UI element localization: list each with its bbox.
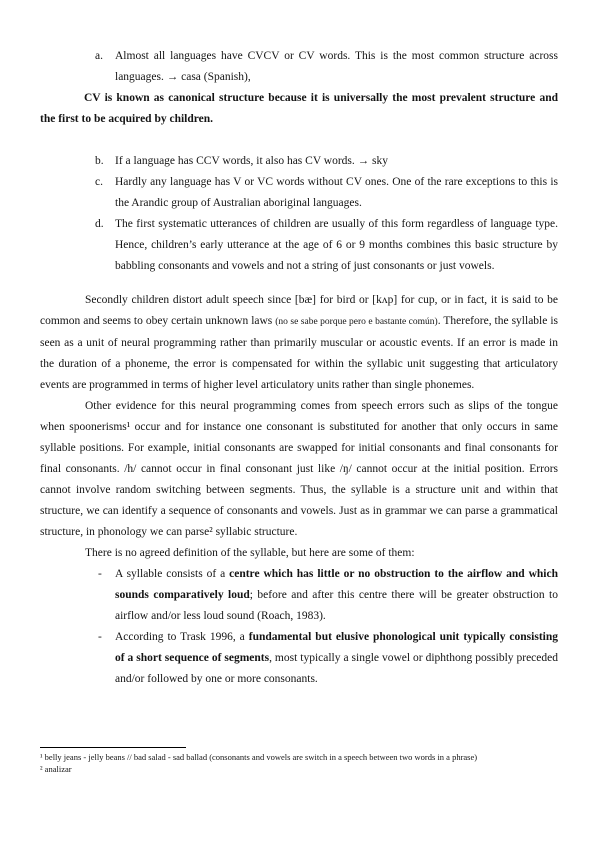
definition-text-trask: According to Trask 1996, a fundamental but elusive phonological unit typically consisting of a short sequence of segments, most typically a single vowel or diphthong possibly preceded and/or followed by one or more consonants. [115,631,558,685]
paragraph-other-evidence: Other evidence for this neural programming comes from speech errors such as slips of the tongue when spoonerisms¹ occur and for instance one consonant is substituted for another that only occurs in same syllable positions. For example, initial consonants are swapped for initial consonants and final consonants for final consonants. /h/ cannot occur in final consonant just like /ŋ/ cannot occur at the initial position. Errors cannot involve random switching between segments. Thus, the syllable is a structure unit and within that structure, we can identify a sequence of consonants and vowels. Just as in grammar we can parse a grammatical structure, in phonology we can parse² syllabic structure. [40,400,558,538]
dash-marker-1: - [98,568,102,580]
canonical-structure-note: CV is known as canonical structure because it is universally the most prevalent structure and the first to be acquired by children. [40,92,558,125]
list-item-b [95,151,558,172]
paragraph-definitions-intro: There is no agreed definition of the syllable, but here are some of them: [85,547,415,559]
list-text-d: The first systematic utterances of children are usually of this form regardless of language type. Hence, children’s early utterance at the age of 6 or 9 months combines this basic structure by babbling consonants and vowels and not a string of just consonants or just vowels. [115,218,558,272]
definition-text-roach: A syllable consists of a centre which has little or no obstruction to the airflow and which sounds comparatively loud; before and after this centre there will be greater obstruction to airflow and/or less loud sound (Roach, 1983). [115,568,558,622]
definition-item-trask [98,627,558,690]
list-text-b: If a language has CCV words, it also has CV words. → sky [115,155,388,167]
list-item-d [95,214,558,277]
list-marker-c: c. [95,176,103,188]
footnote-1: ¹ belly jeans - jelly beans // bad salad - sad ballad (consonants and vowels are switch in a speech between two words in a phrase) [40,752,478,762]
list-marker-a: a. [95,50,103,62]
list-text-c: Hardly any language has V or VC words without CV ones. One of the rare exceptions to this is the Arandic group of Australian aboriginal languages. [115,176,558,209]
footnotes-section [40,747,558,775]
definition-item-roach [98,564,558,627]
list-marker-d: d. [95,218,104,230]
footnote-separator-line [40,747,186,748]
list-item-a [95,46,558,88]
paragraph-secondly: Secondly children distort adult speech since [bæ] for bird or [kʌp] for cup, or in fact, it is said to be common and seems to obey certain unknown laws (no se sabe porque pero e bastante común). Therefore, the syllable is seen as a unit of neural programming rather than primarily muscular or acoustic events. If an error is made in the duration of a phoneme, the error is compensated for within the syllabic unit suggesting that articulatory events are programmed in terms of higher level articulatory units rather than single phonemes. [40,294,558,391]
footnote-2: ² analizar [40,763,72,774]
list-marker-b: b. [95,155,104,167]
list-text-a: Almost all languages have CVCV or CV words. This is the most common structure across languages. → casa (Spanish), [115,50,558,83]
dash-marker-2: - [98,631,102,643]
list-item-c [95,172,558,214]
